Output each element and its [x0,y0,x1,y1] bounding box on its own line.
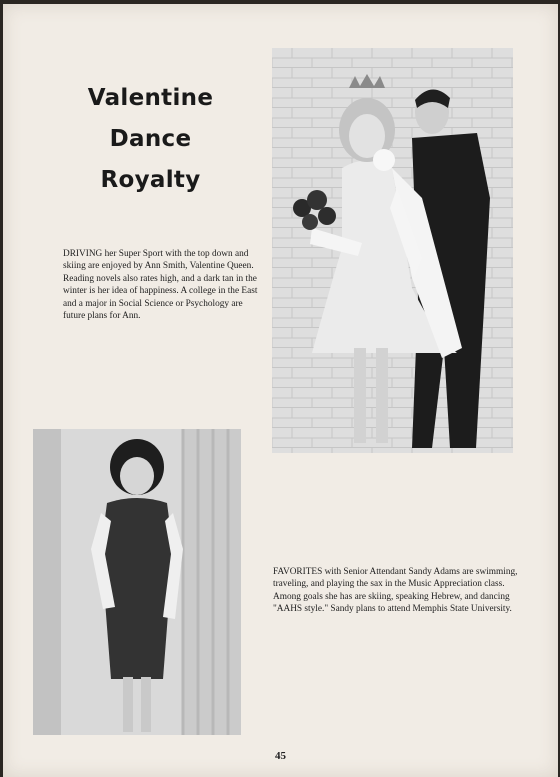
page-number: 45 [275,750,286,762]
queen-caption: DRIVING her Super Sport with the top down and skiing are enjoyed by Ann Smith, Valentine Queen. Reading novels also rates high, and a dark tan in the winter is her idea of happiness. A college in the East and a major in Social Science or Psychology are future plans for Ann. [63,249,258,322]
attendant-portrait-photo [33,429,241,735]
title-line-2: Royalty [100,167,201,193]
title-line-1: Valentine Dance [87,85,214,152]
page-title [43,78,258,201]
attendant-caption: FAVORITES with Senior Attendant Sandy Adams are swimming, traveling, and playing the sax in the Music Appreciation class. Among goals she has are skiing, speaking Hebrew, and dancing "AAHS style." Sandy plans to attend Memphis State University. [273,567,518,615]
queen-crowning-photo [272,48,513,453]
yearbook-page [3,4,558,777]
